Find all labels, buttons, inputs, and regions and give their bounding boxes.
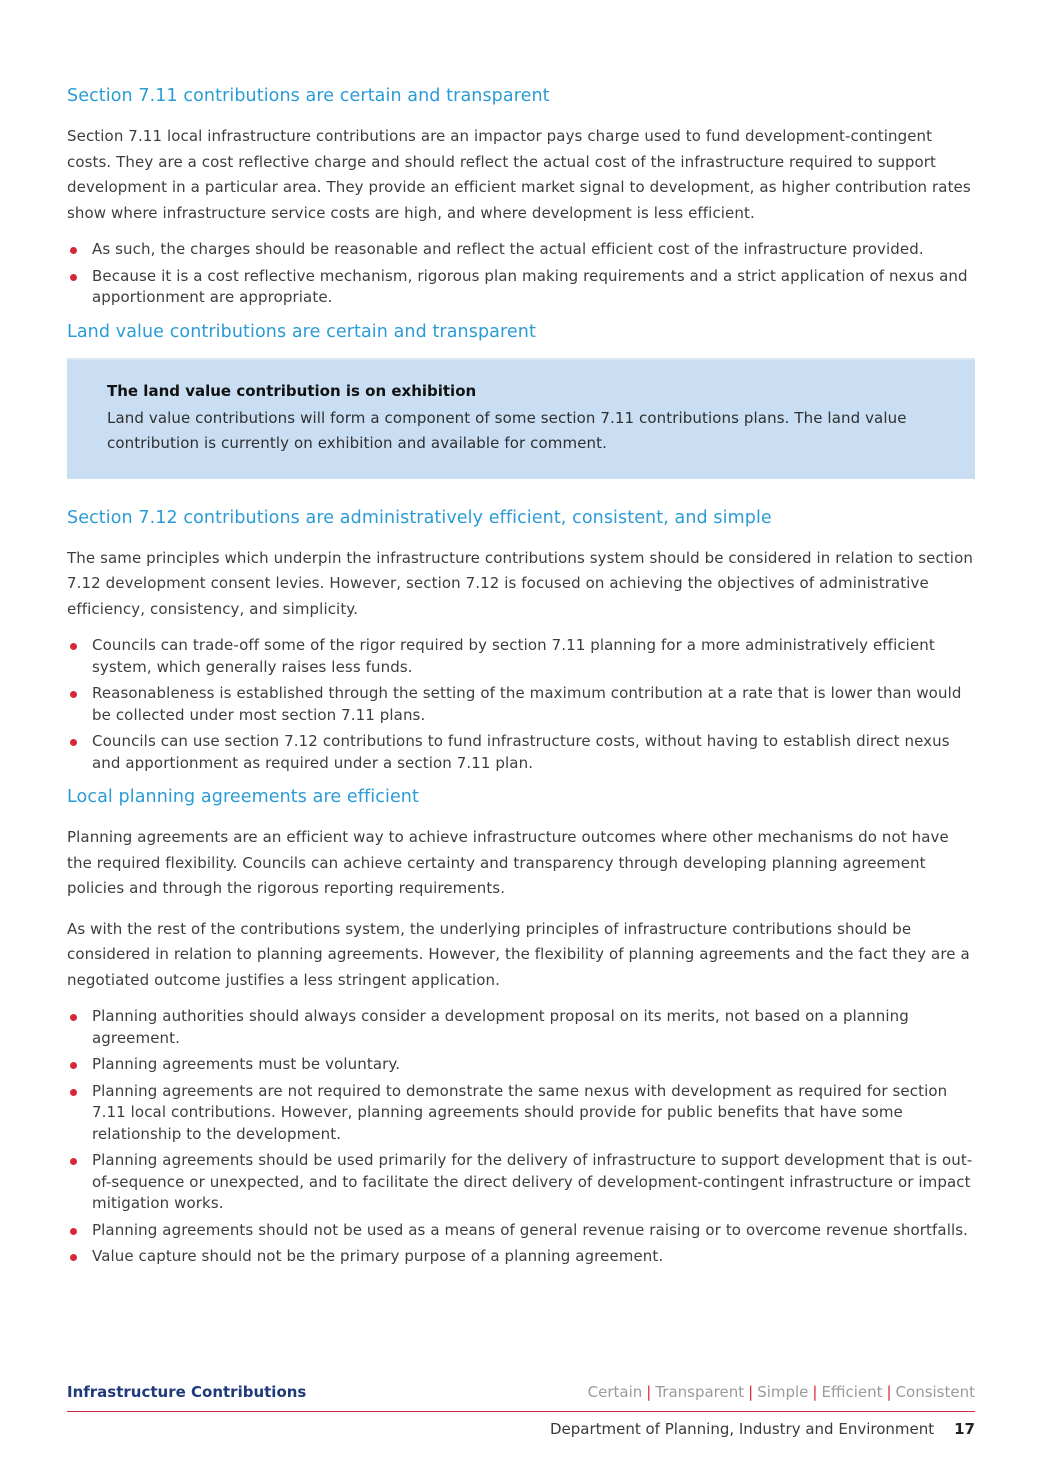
list-item: Planning agreements should not be used as a means of general revenue raising or to overcome revenue shortfalls.: [67, 1220, 975, 1242]
bullet-dot-icon: [70, 1228, 77, 1235]
lpa-paragraph-1: Planning agreements are an efficient way to achieve infrastructure outcomes where other mechanisms do not have the required flexibility. Councils can achieve certainty and transparency through developing planning agreement policies and through the rigorous reporting requirements.: [67, 828, 949, 897]
footer-tag-consistent: Consistent: [895, 1383, 975, 1401]
section-711-heading: Section 7.11 contributions are certain and transparent: [67, 86, 550, 106]
lpa-heading: Local planning agreements are efficient: [67, 787, 419, 807]
section-712-bullets: [67, 635, 975, 774]
bullet-dot-icon: [70, 1089, 77, 1096]
bullet-dot-icon: [70, 739, 77, 746]
list-item: As such, the charges should be reasonable and reflect the actual efficient cost of the infrastructure provided.: [67, 239, 975, 261]
bullet-dot-icon: [70, 1158, 77, 1165]
footer-tags: [588, 1383, 975, 1401]
page-footer: [67, 1383, 975, 1438]
footer-tag-transparent: Transparent: [655, 1383, 745, 1401]
footer-tag-separator: |: [748, 1383, 754, 1401]
bullet-dot-icon: [70, 1254, 77, 1261]
lpa-paragraph-2: As with the rest of the contributions system, the underlying principles of infrastructure contributions should be considered in relation to planning agreements. However, the flexibility of planning agreements and the fact they are a negotiated outcome justifies a less stringent application.: [67, 919, 970, 989]
list-item: Planning agreements must be voluntary.: [67, 1054, 975, 1076]
bullet-dot-icon: [70, 247, 77, 254]
list-item: Because it is a cost reflective mechanism, rigorous plan making requirements and a strict application of nexus and apportionment are appropriate.: [67, 266, 975, 309]
list-item: Planning authorities should always consider a development proposal on its merits, not based on a planning agreement.: [67, 1006, 975, 1049]
callout-text: Land value contributions will form a component of some section 7.11 contributions plans. The land value contribution is currently on exhibition and available for comment.: [107, 408, 907, 452]
section-711-paragraph: Section 7.11 local infrastructure contributions are an impactor pays charge used to fund development-contingent costs. They are a cost reflective charge and should reflect the actual cost of the infrastructure required to support development in a particular area. They provide an efficient market signal to development, as higher contribution rates show where infrastructure service costs are high, and where development is less efficient.: [67, 127, 971, 222]
footer-divider: [67, 1411, 975, 1412]
footer-tag-efficient: Efficient: [821, 1383, 883, 1401]
lpa-bullets: [67, 1006, 975, 1268]
section-712-heading: Section 7.12 contributions are administratively efficient, consistent, and simple: [67, 507, 772, 528]
footer-tag-separator: |: [886, 1383, 892, 1401]
list-item: Councils can trade-off some of the rigor required by section 7.11 planning for a more administratively efficient system, which generally raises less funds.: [67, 635, 975, 678]
list-item: Reasonableness is established through the setting of the maximum contribution at a rate that is lower than would be collected under most section 7.11 plans.: [67, 683, 975, 726]
page-content: [67, 0, 975, 1273]
footer-bottom-row: [67, 1420, 975, 1438]
bullet-dot-icon: [70, 274, 77, 281]
bullet-dot-icon: [70, 691, 77, 698]
footer-top-row: [67, 1383, 975, 1405]
bullet-dot-icon: [70, 1014, 77, 1021]
list-item: Planning agreements are not required to demonstrate the same nexus with development as required for section 7.11 local contributions. However, planning agreements should provide for public benefits that have some relationship to the development.: [67, 1081, 975, 1146]
section-711-bullets: [67, 239, 975, 309]
footer-department: Department of Planning, Industry and Environment: [549, 1420, 935, 1438]
footer-tag-separator: |: [812, 1383, 818, 1401]
footer-tag-simple: Simple: [757, 1383, 809, 1401]
list-item: Councils can use section 7.12 contributions to fund infrastructure costs, without having to establish direct nexus and apportionment as required under a section 7.11 plan.: [67, 731, 975, 774]
footer-tag-certain: Certain: [587, 1383, 643, 1401]
page-number: 17: [954, 1420, 975, 1438]
bullet-dot-icon: [70, 1062, 77, 1069]
list-item: Value capture should not be the primary purpose of a planning agreement.: [67, 1246, 975, 1268]
footer-brand: Infrastructure Contributions: [67, 1383, 307, 1401]
bullet-dot-icon: [70, 643, 77, 650]
callout-title: The land value contribution is on exhibition: [107, 381, 477, 400]
section-712-paragraph: The same principles which underpin the infrastructure contributions system should be considered in relation to section 7.12 development consent levies. However, section 7.12 is focused on achieving the objectives of administrative efficiency, consistency, and simplicity.: [67, 548, 973, 618]
footer-tag-separator: |: [646, 1383, 652, 1401]
list-item: Planning agreements should be used primarily for the delivery of infrastructure to support development that is out-of-sequence or unexpected, and to facilitate the direct delivery of development-contingent infrastructure or impact mitigation works.: [67, 1150, 975, 1215]
land-value-heading: Land value contributions are certain and transparent: [67, 321, 536, 342]
exhibition-callout: [67, 358, 975, 479]
